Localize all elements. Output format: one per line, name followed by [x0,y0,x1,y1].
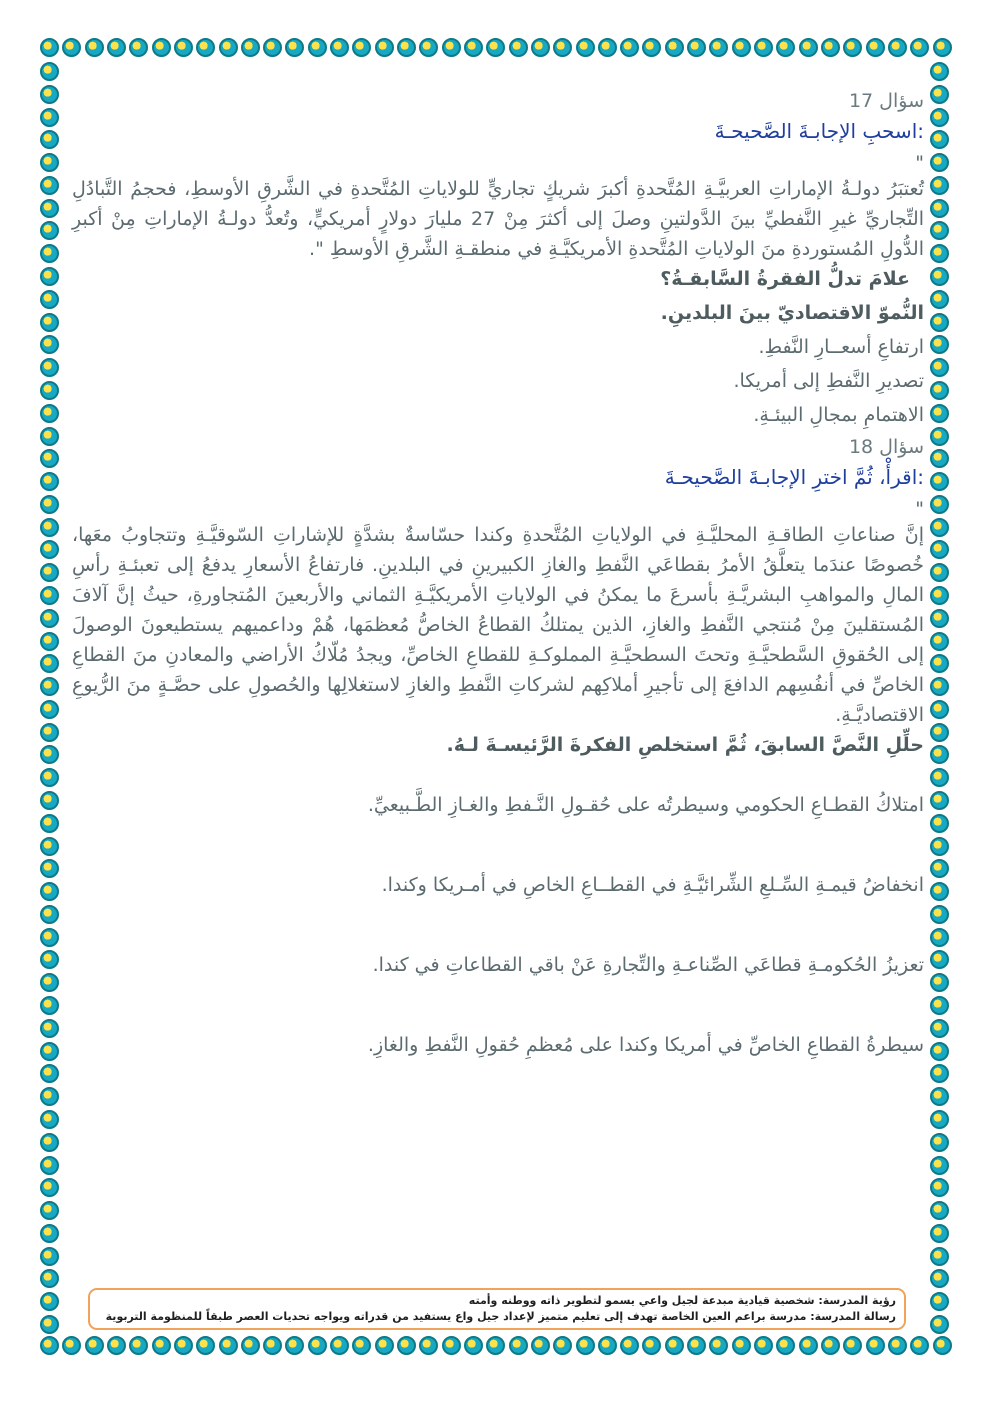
globe-icon [40,996,59,1015]
globe-icon [107,1336,126,1355]
globe-icon [930,62,949,81]
globe-icon [930,950,949,969]
globe-icon [930,1087,949,1106]
globe-icon [40,518,59,537]
question-17-passage: تُعتبَرُ دولـةُ الإماراتِ العربيَّـةِ المُتَّحدةِ أكبرَ شريكٍ تجاريٍّ للولاياتِ المُتَّحدةِ في الشَّرقِ الأوسطِ، فحجمُ التَّبادُلِ التِّجاريِّ غيرِ النَّفطيِّ بينَ الدَّولتينِ وصلَ إلى أكثرَ مِنْ 27 مليارَ دولارٍ أمريكيٍّ، وتُعدُّ دولـةُ الإماراتِ مِنْ أكبرِ الدُّولِ المُستوردةِ منَ الولاياتِ المُتَّحدةِ الأمريكيَّـةِ في منطقـةِ الشَّرقِ الأوسطِ ". [72,178,925,260]
globe-icon [129,1336,148,1355]
globe-icon [62,1336,81,1355]
globe-icon [930,1178,949,1197]
globe-icon [40,427,59,446]
globe-icon [241,1336,260,1355]
globe-icon [642,38,661,57]
globe-icon [888,1336,907,1355]
question-18-instruction: :اقرأْ، ثُمَّ اخترِ الإجابـةَ الصَّحيحـةَ [664,465,924,489]
globe-icon [40,244,59,263]
globe-icon [40,700,59,719]
globe-icon [442,38,461,57]
globe-icon [40,1336,59,1355]
school-footer [88,1288,906,1330]
globe-icon [352,38,371,57]
globe-icon [464,1336,483,1355]
globe-icon [866,1336,885,1355]
globe-icon [930,404,949,423]
globe-icon [40,290,59,309]
globe-icon [40,1269,59,1288]
globe-icon [930,267,949,286]
question-18-passage: إنَّ صناعاتِ الطاقـةِ المحليَّـةِ في الولاياتِ المُتَّحدةِ وكندا حسّاسةٌ بشدَّةٍ للإشاراتِ السّوقيَّـةِ وتتجاوبُ معَها، خُصوصًا عندَما يتعلَّقُ الأمرُ بقطاعَي النَّفطِ والغازِ الكبيرينِ في البلدينِ. فارتفاعُ الأسعارِ يدفعُ إلى تعبئـةِ رأسِ المالِ والمواهبِ البشريَّـةِ بأسرعَ ما يمكنُ في الولاياتِ الأمريكيَّـةِ الثماني والأربعينَ المُتجاورةِ، حيثُ إنَّ آلافَ المُستقلينَ مِنْ مُنتجي النَّفطِ والغازِ، الذين يمتلكُ القطاعُ الخاصُّ مُعظمَها، هُمْ وداعميهم يستطيعونَ الوصولَ إلى الحُقوقِ السَّطحيَّـةِ وتحتَ السطحيَّـةِ المملوكـةِ للقطاعِ الخاصِّ، ويجدُ مُلّاكُ الأراضي والمعادنِ منَ القطاعِ الخاصِّ في أنفُسِهم الدافعَ إلى تأجيرِ أملاكِهم لشركاتِ النَّفطِ والغازِ لاستغلالِها والحُصولِ على حصَّـةٍ منَ الرُّيوعِ الاقتصاديَّـةِ. [72,524,924,726]
globe-icon [40,563,59,582]
globe-icon [732,38,751,57]
globe-icon [330,1336,349,1355]
question-18-label: سؤال 18 [848,436,924,458]
globe-icon [930,85,949,104]
globe-icon [40,928,59,947]
globe-icon [799,1336,818,1355]
question-17-prompt: علامَ تدلُّ الفقرةُ السَّابقـةُ؟ [660,268,910,290]
worksheet-content [72,86,924,1086]
globe-icon [486,1336,505,1355]
globe-icon [930,700,949,719]
globe-icon [930,1110,949,1129]
globe-icon [930,1156,949,1175]
globe-icon [531,1336,550,1355]
globe-icon [576,1336,595,1355]
globe-icon [40,38,59,57]
question-18-options [72,788,924,1086]
globe-icon [40,1315,59,1334]
globe-icon [85,1336,104,1355]
globe-icon [620,1336,639,1355]
globe-icon [40,745,59,764]
globe-icon [930,586,949,605]
globe-icon [930,472,949,491]
globe-icon [40,1292,59,1311]
globe-icon [219,1336,238,1355]
globe-icon [910,38,929,57]
globe-icon [308,1336,327,1355]
globe-icon [40,723,59,742]
globe-icon [40,221,59,240]
globe-icon [397,38,416,57]
globe-icon [843,38,862,57]
globe-icon [930,1064,949,1083]
globe-icon [40,335,59,354]
globe-icon [486,38,505,57]
globe-icon [930,814,949,833]
globe-icon [821,38,840,57]
globe-icon [910,1336,929,1355]
globe-icon [40,609,59,628]
page-border-top [40,38,952,60]
question-18-prompt: حلِّلِ النَّصَّ السابقَ، ثُمَّ استخلصِ الفكرةَ الرَّئيسـةَ لـهُ. [446,734,924,756]
globe-icon [352,1336,371,1355]
globe-icon [933,1336,952,1355]
globe-icon [62,38,81,57]
globe-icon [930,837,949,856]
globe-icon [930,791,949,810]
globe-icon [40,950,59,969]
question-17-option-1[interactable]: النُّموّ الاقتصاديّ بينَ البلدينِ. [660,302,924,324]
globe-icon [531,38,550,57]
globe-icon [40,1042,59,1061]
globe-icon [665,38,684,57]
globe-icon [40,677,59,696]
globe-icon [687,38,706,57]
globe-icon [930,973,949,992]
globe-icon [776,1336,795,1355]
globe-icon [375,1336,394,1355]
question-18-option-2[interactable]: انخفاضُ قيمـةِ السِّـلعِ الشِّرائيَّـةِ في القطــاعِ الخاصِ في أمـريكا وكندا. [381,874,924,896]
globe-icon [930,563,949,582]
globe-icon [40,837,59,856]
page-border-left [40,62,62,1334]
globe-icon [509,1336,528,1355]
globe-icon [709,1336,728,1355]
globe-icon [285,38,304,57]
globe-icon [776,38,795,57]
globe-icon [930,1247,949,1266]
globe-icon [40,199,59,218]
quote-mark: " [915,152,924,174]
globe-icon [263,1336,282,1355]
globe-icon [576,38,595,57]
question-17-label: سؤال 17 [848,90,924,112]
globe-icon [308,38,327,57]
globe-icon [129,38,148,57]
globe-icon [930,859,949,878]
globe-icon [930,290,949,309]
globe-icon [930,1019,949,1038]
globe-icon [930,1133,949,1152]
globe-icon [930,313,949,332]
globe-icon [687,1336,706,1355]
globe-icon [40,449,59,468]
globe-icon [40,859,59,878]
question-18-option-3[interactable]: تعزيزُ الحُكومـةِ قطاعَي الصِّناعـةِ والتِّجارةِ عَنْ باقي القطاعاتِ في كندا. [372,954,924,976]
globe-icon [241,38,260,57]
globe-icon [709,38,728,57]
globe-icon [620,38,639,57]
globe-icon [285,1336,304,1355]
globe-icon [930,882,949,901]
globe-icon [930,768,949,787]
globe-icon [263,38,282,57]
globe-icon [40,1133,59,1152]
globe-icon [930,928,949,947]
globe-icon [754,1336,773,1355]
globe-icon [930,244,949,263]
globe-icon [219,38,238,57]
globe-icon [799,38,818,57]
globe-icon [930,335,949,354]
globe-icon [419,38,438,57]
globe-icon [930,654,949,673]
globe-icon [888,38,907,57]
school-vision: رؤية المدرسة: شخصية قيادية مبدعة لجيل واعي يسمو لتطوير ذاته ووطنه وأمته [468,1294,896,1307]
globe-icon [930,381,949,400]
question-17-option-4[interactable]: الاهتمامِ بمجالِ البيئـةِ. [753,404,924,426]
globe-icon [930,677,949,696]
globe-icon [196,38,215,57]
globe-icon [40,472,59,491]
globe-icon [930,1292,949,1311]
globe-icon [40,586,59,605]
globe-icon [152,1336,171,1355]
globe-icon [930,130,949,149]
globe-icon [754,38,773,57]
globe-icon [40,540,59,559]
globe-icon [930,176,949,195]
page-border-bottom [40,1336,952,1358]
globe-icon [732,1336,751,1355]
question-17-option-3[interactable]: تصديرِ النَّفطِ إلى أمريكا. [733,370,924,392]
globe-icon [40,176,59,195]
globe-icon [40,814,59,833]
globe-icon [330,38,349,57]
globe-icon [375,38,394,57]
globe-icon [665,1336,684,1355]
globe-icon [930,540,949,559]
globe-icon [40,1087,59,1106]
globe-icon [152,38,171,57]
globe-icon [40,153,59,172]
globe-icon [821,1336,840,1355]
globe-icon [930,1269,949,1288]
globe-icon [930,996,949,1015]
globe-icon [933,38,952,57]
globe-icon [642,1336,661,1355]
question-18-option-1[interactable]: امتلاكُ القطـاعِ الحكومي وسيطرتُه على حُقـولِ النَّـفطِ والغـازِ الطَّـبيعيِّ. [367,794,924,816]
globe-icon [40,791,59,810]
globe-icon [930,723,949,742]
globe-icon [40,358,59,377]
school-mission: رسالة المدرسة: مدرسة براعم العين الخاصة تهدف إلى تعليم متميز لإعداد جيل واع يستفيد من قدراته ويواجه تحديات العصر طبقاً للمنظومة التربوية [105,1310,896,1323]
globe-icon [40,108,59,127]
question-17-instruction: :اسحبِ الإجابـةَ الصَّحيحـةَ [714,119,924,143]
globe-icon [930,427,949,446]
globe-icon [40,130,59,149]
page-border-right [930,62,952,1334]
globe-icon [40,267,59,286]
globe-icon [40,632,59,651]
globe-icon [40,1201,59,1220]
globe-icon [40,1110,59,1129]
globe-icon [107,38,126,57]
globe-icon [196,1336,215,1355]
globe-icon [866,38,885,57]
globe-icon [930,108,949,127]
globe-icon [85,38,104,57]
globe-icon [40,905,59,924]
globe-icon [930,495,949,514]
globe-icon [843,1336,862,1355]
globe-icon [40,381,59,400]
globe-icon [174,38,193,57]
globe-icon [930,745,949,764]
globe-icon [930,358,949,377]
globe-icon [40,1224,59,1243]
globe-icon [930,518,949,537]
globe-icon [509,38,528,57]
question-17-options [72,296,924,432]
globe-icon [930,1315,949,1334]
globe-icon [442,1336,461,1355]
globe-icon [40,1178,59,1197]
question-18-option-4[interactable]: سيطرةُ القطاعِ الخاصِّ في أمريكا وكندا على مُعظمِ حُقولِ النَّفطِ والغازِ. [367,1034,924,1056]
globe-icon [40,1156,59,1175]
quote-mark: " [915,498,924,520]
globe-icon [930,1042,949,1061]
globe-icon [598,1336,617,1355]
globe-icon [40,62,59,81]
globe-icon [930,449,949,468]
globe-icon [930,153,949,172]
globe-icon [40,495,59,514]
globe-icon [930,1224,949,1243]
globe-icon [598,38,617,57]
globe-icon [930,609,949,628]
globe-icon [419,1336,438,1355]
globe-icon [930,199,949,218]
globe-icon [40,313,59,332]
globe-icon [553,38,572,57]
globe-icon [464,38,483,57]
globe-icon [930,905,949,924]
globe-icon [40,1019,59,1038]
globe-icon [40,85,59,104]
globe-icon [40,654,59,673]
question-17-option-2[interactable]: ارتفاعِ أسعــارِ النَّفطِ. [758,336,924,358]
globe-icon [930,221,949,240]
globe-icon [40,768,59,787]
globe-icon [397,1336,416,1355]
globe-icon [40,1064,59,1083]
globe-icon [40,404,59,423]
globe-icon [174,1336,193,1355]
globe-icon [40,1247,59,1266]
globe-icon [40,973,59,992]
globe-icon [930,632,949,651]
globe-icon [40,882,59,901]
globe-icon [553,1336,572,1355]
globe-icon [930,1201,949,1220]
